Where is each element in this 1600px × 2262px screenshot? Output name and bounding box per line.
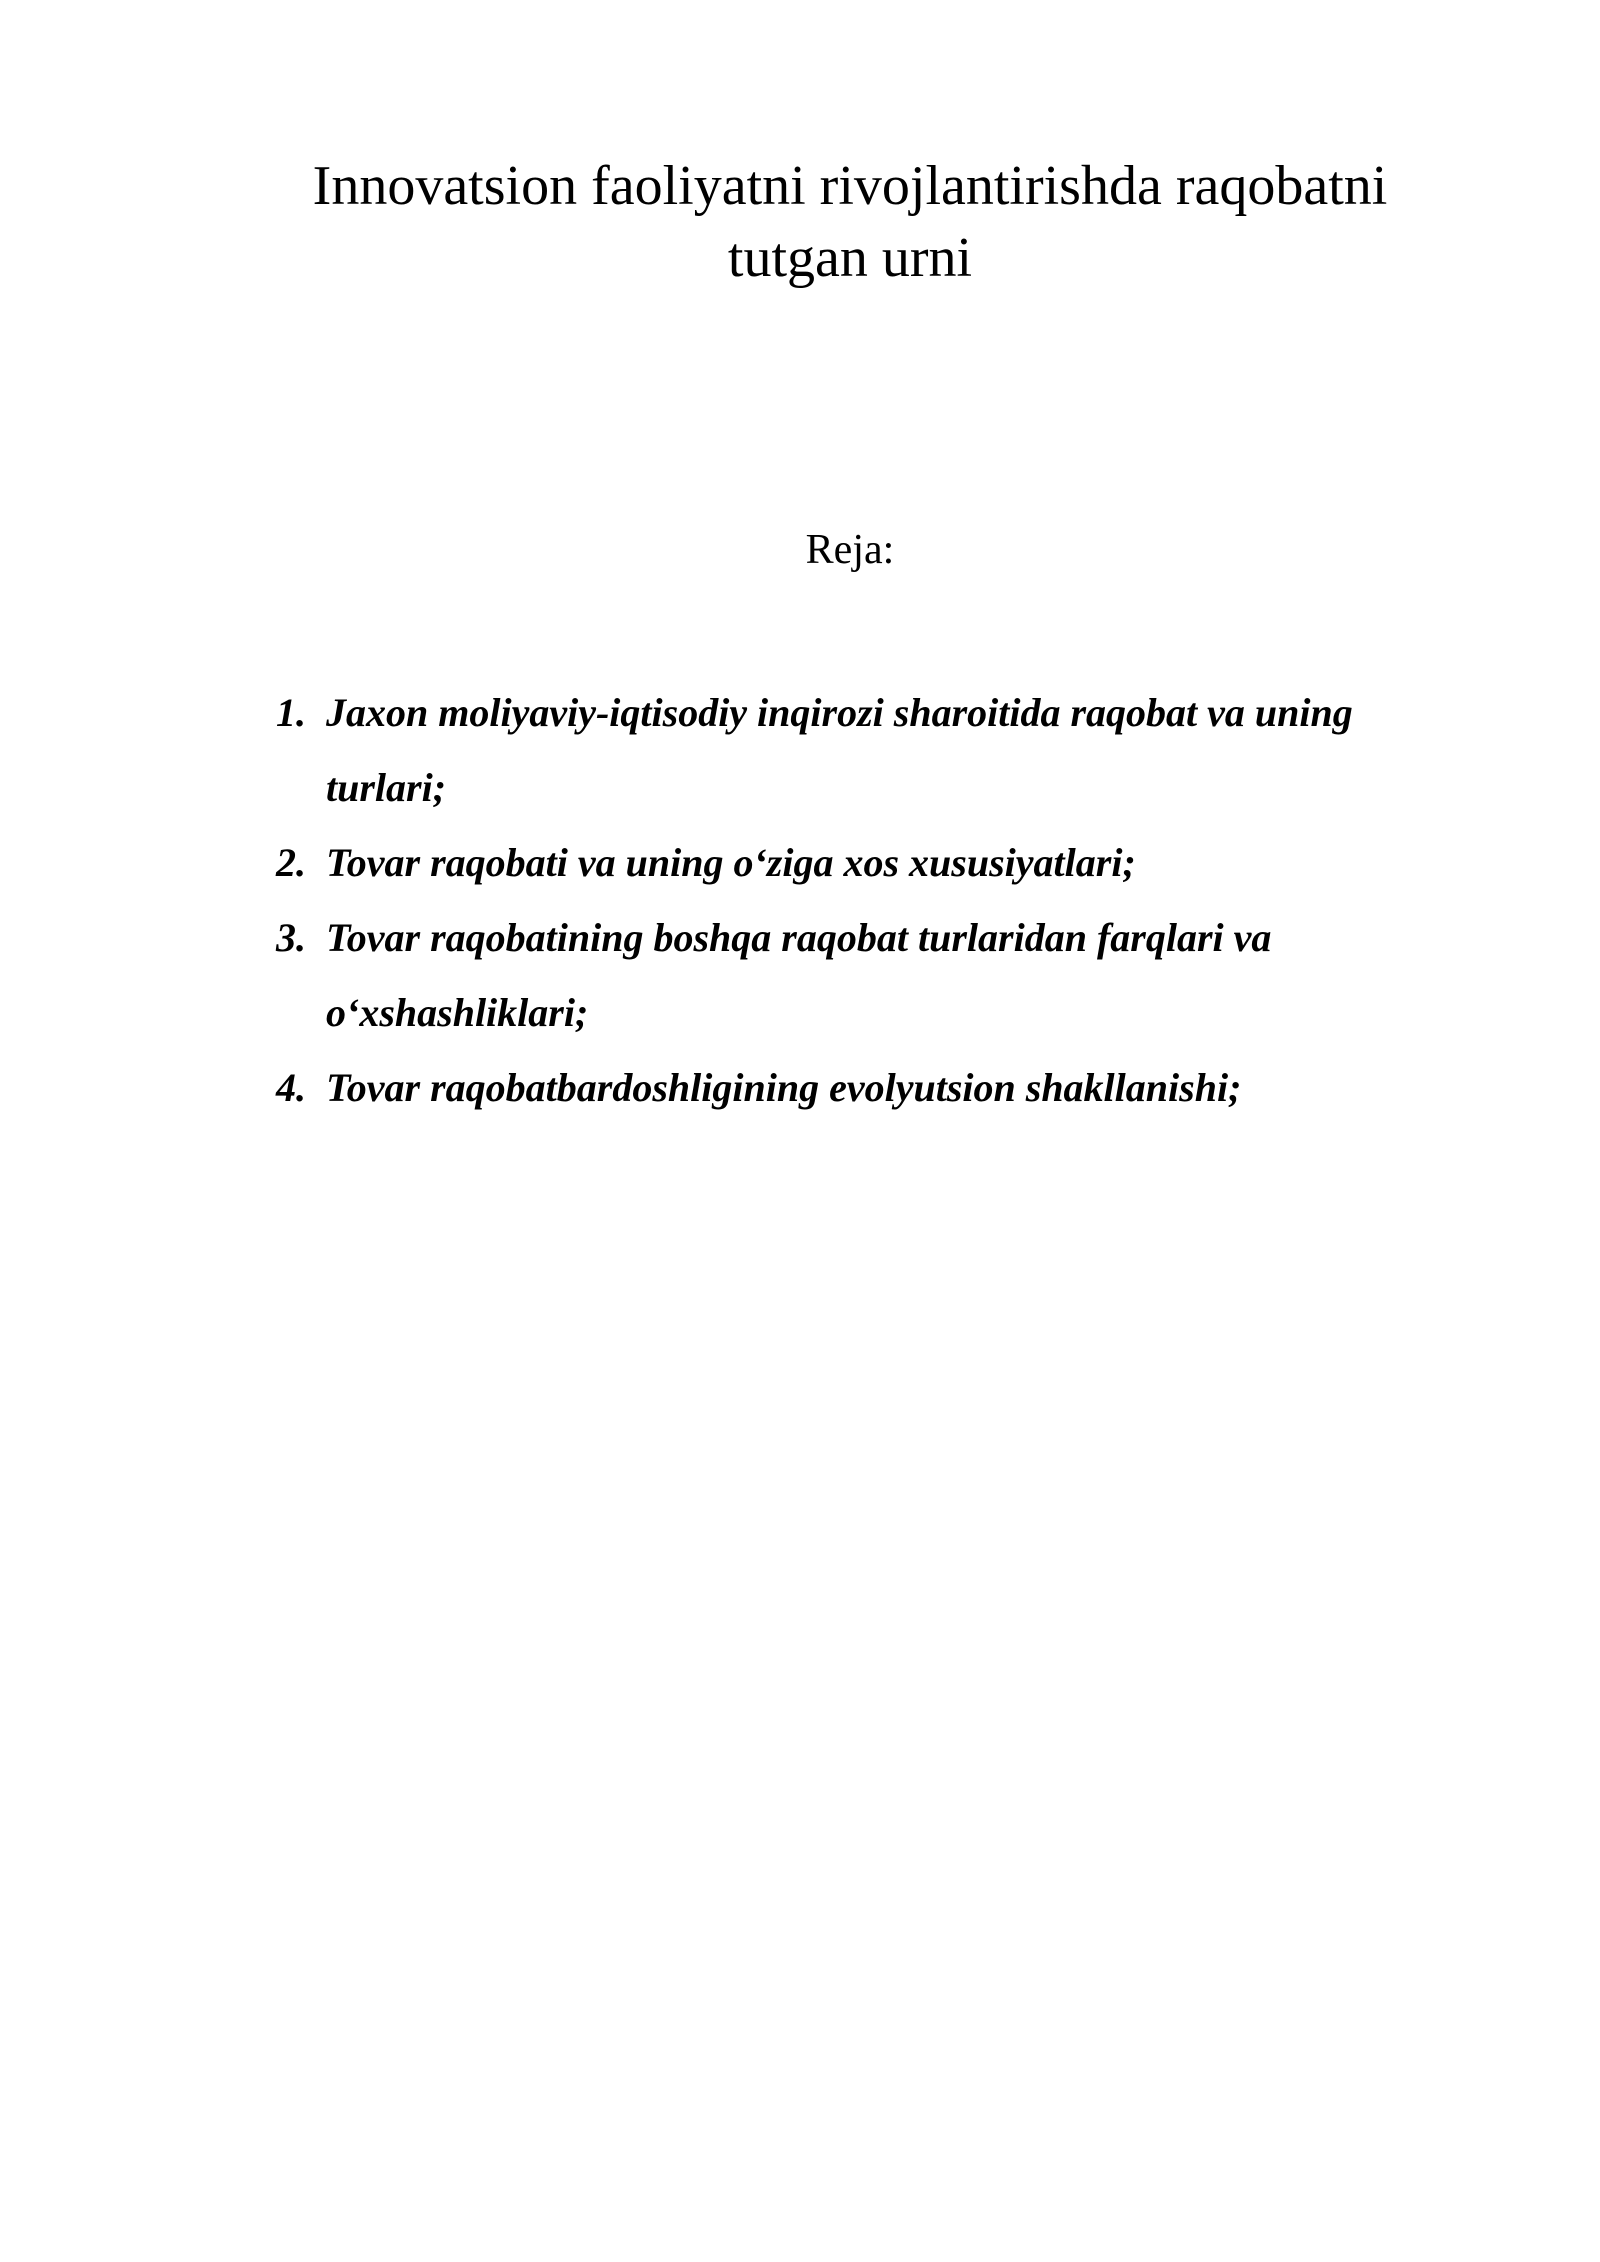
plan-item-3 [276,900,1456,1050]
plan-item-text: Tovar raqobati va uning o‘ziga xos xususiyatlari; [326,840,1136,885]
plan-item-text: Jaxon moliyaviy-iqtisodiy inqirozi sharoitida raqobat va uning turlari; [326,690,1353,810]
plan-item-text: Tovar raqobatining boshqa raqobat turlaridan farqlari va o‘xshashliklari; [326,915,1272,1035]
plan-item-1 [276,675,1456,825]
plan-item-2 [276,825,1456,900]
plan-list [276,675,1456,1125]
plan-item-4 [276,1050,1456,1125]
plan-item-text: Tovar raqobatbardoshligining evolyutsion shakllanishi; [326,1065,1242,1110]
plan-heading: Reja: [805,527,895,573]
document-title [250,150,1450,294]
plan-item-number: 2. [276,840,306,885]
plan-item-number: 3. [276,915,306,960]
title-line-1: Innovatsion faoliyatni rivojlantirishda raqobatni [312,155,1388,217]
plan-item-number: 1. [276,690,306,735]
plan-item-number: 4. [276,1065,306,1110]
title-line-2: tutgan urni [727,227,973,289]
